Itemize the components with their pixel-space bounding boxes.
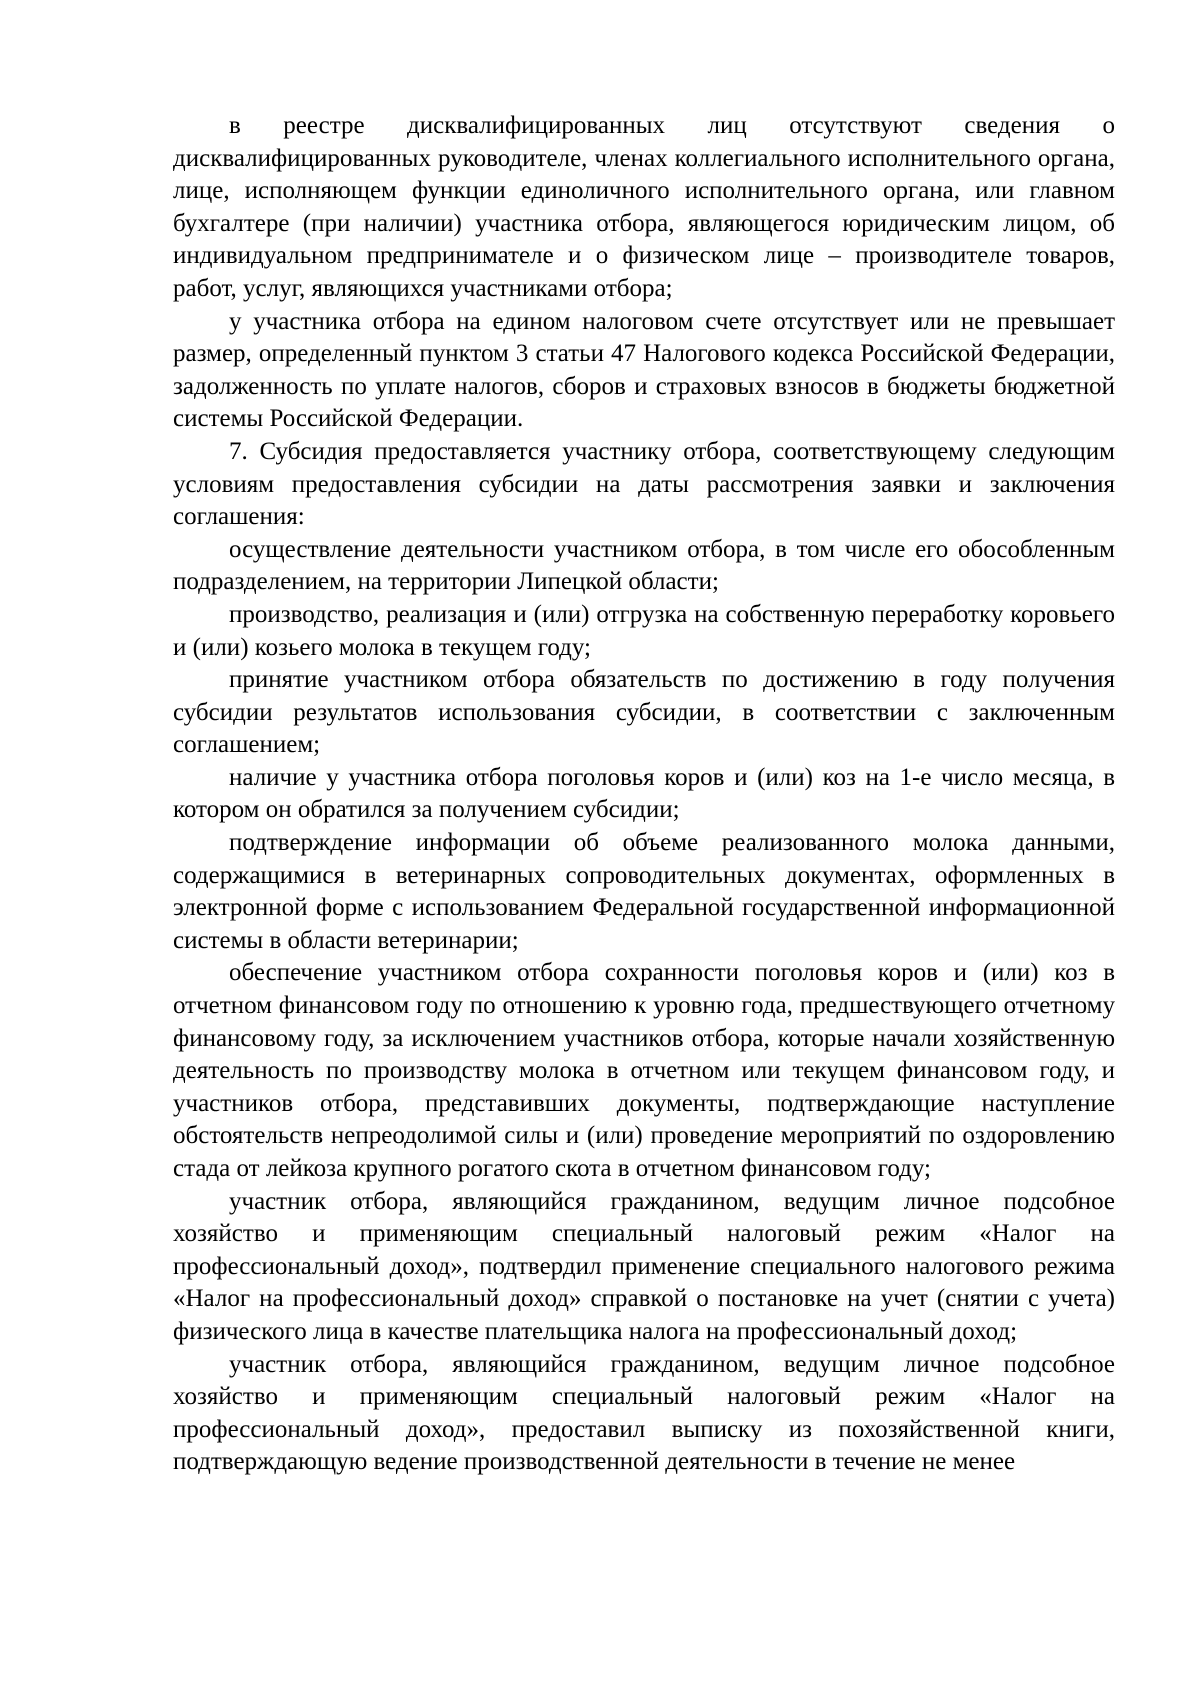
paragraph-livestock-preservation: обеспечение участником отбора сохранности поголовья коров и (или) коз в отчетном финансовом году по отношению к уровню года, предшествующего отчетному финансовому году, за исключением участников отбора, которые начали хозяйственную деятельность по производству молока в отчетном или текущем финансовом году, и участников отбора, представивших документы, подтверждающие наступление обстоятельств непреодолимой силы и (или) проведение мероприятий по оздоровлению стада от лейкоза крупного рогатого скота в отчетном финансовом году;: [173, 959, 1115, 1182]
paragraph-veterinary-documents: подтверждение информации об объеме реализованного молока данными, содержащимися в ветеринарных сопроводительных документах, оформленных в электронной форме с использованием Федеральной государственной информационной системы в области ветеринарии;: [173, 829, 1115, 954]
paragraph-milk-production: производство, реализация и (или) отгрузка на собственную переработку коровьего и (или) козьего молока в текущем году;: [173, 600, 1115, 661]
paragraph-disqualified-persons: в реестре дисквалифицированных лиц отсутствуют сведения о дисквалифицированных руководителе, членах коллегиального исполнительного органа, лице, исполняющем функции единоличного исполнительного органа, или главном бухгалтере (при наличии) участника отбора, являющегося юридическим лицом, об индивидуальном предпринимателе и о физическом лице – производителе товаров, работ, услуг, являющихся участниками отбора;: [173, 112, 1115, 302]
document-page: [173, 110, 1115, 1479]
paragraph-professional-income-certificate: участник отбора, являющийся гражданином, ведущим личное подсобное хозяйство и применяющим специальный налоговый режим «Налог на профессиональный доход», подтвердил применение специального налогового режима «Налог на профессиональный доход» справкой о постановке на учет (снятии с учета) физического лица в качестве плательщика налога на профессиональный доход;: [173, 1187, 1115, 1345]
paragraph-territory: осуществление деятельности участником отбора, в том числе его обособленным подразделением, на территории Липецкой области;: [173, 535, 1115, 596]
paragraph-obligations: принятие участником отбора обязательств по достижению в году получения субсидии результатов использования субсидии, в соответствии с заключенным соглашением;: [173, 666, 1115, 759]
paragraph-clause-7: 7. Субсидия предоставляется участнику отбора, соответствующему следующим условиям предоставления субсидии на даты рассмотрения заявки и заключения соглашения:: [173, 437, 1115, 531]
paragraph-tax-debt: у участника отбора на едином налоговом счете отсутствует или не превышает размер, определенный пунктом 3 статьи 47 Налогового кодекса Российской Федерации, задолженность по уплате налогов, сборов и страховых взносов в бюджеты бюджетной системы Российской Федерации.: [173, 307, 1115, 433]
paragraph-livestock: наличие у участника отбора поголовья коров и (или) коз на 1-е число месяца, в котором он обратился за получением субсидии;: [173, 763, 1115, 824]
paragraph-household-book-extract: участник отбора, являющийся гражданином, ведущим личное подсобное хозяйство и применяющим специальный налоговый режим «Налог на профессиональный доход», предоставил выписку из похозяйственной книги, подтверждающую ведение производственной деятельности в течение не менее: [173, 1350, 1115, 1476]
